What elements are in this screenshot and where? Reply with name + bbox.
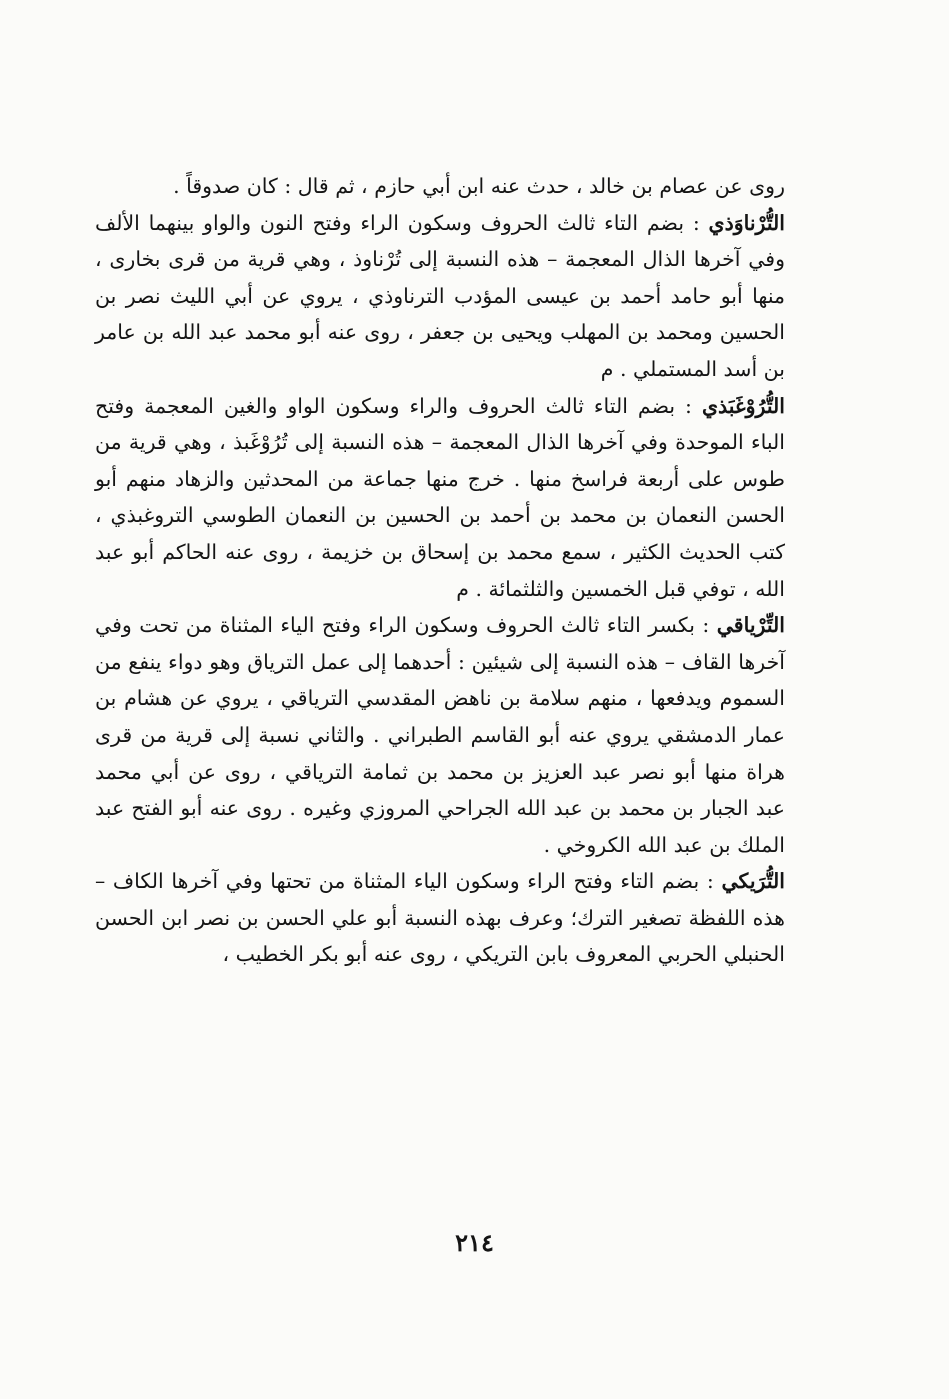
entry-heading: التُّرَيكي (721, 869, 785, 894)
entry-text: : بضم التاء وفتح الراء وسكون الياء المثناة من تحتها وفي آخرها الكاف – هذه اللفظة تصغير الترك؛ وعرف بهذه النسبة أبو علي الحسن بن نصر ابن الحسن الحنبلي الحربي المعروف بابن التريكي ، روى عنه أبو بكر الخطيب ، (95, 869, 785, 967)
entry-turnawadhi (95, 205, 785, 388)
entry-heading: التُّرُوْغَبَذي (701, 393, 785, 418)
entry-turayki (95, 863, 785, 973)
entry-text: : بضم التاء ثالث الحروف وسكون الراء وفتح النون والواو بينهما الألف وفي آخرها الذال المعجمة – هذه النسبة إلى تُرْناوذ ، وهي قرية من قرى بخارى ، منها أبو حامد أحمد بن عيسى المؤدب الترناوذي ، يروي عن أبي الليث نصر بن الحسين ومحمد بن المهلب ويحيى بن جعفر ، روى عنه أبو محمد عبد الله بن عامر بن أسد المستملي . م (95, 210, 785, 381)
entry-turughbadhi (95, 388, 785, 608)
entry-heading: التِّرْياقي (716, 613, 785, 638)
entry-tiryaqi (95, 607, 785, 863)
entry-text: : بكسر التاء ثالث الحروف وسكون الراء وفتح الياء المثناة من تحت وفي آخرها القاف – هذه النسبة إلى شيئين : أحدهما إلى عمل الترياق وهو دواء ينفع من السموم ويدفعها ، منهم سلامة بن ناهض المقدسي الترياقي ، يروي عن هشام بن عمار الدمشقي يروي عنه أبو القاسم الطبراني . والثاني نسبة إلى قرية من قرى هراة منها أبو نصر عبد العزيز بن محمد بن ثمامة الترياقي ، روى عن أبي محمد عبد الجبار بن محمد بن عبد الله الجراحي المروزي وغيره . روى عنه أبو الفتح عبد الملك بن عبد الله الكروخي . (95, 613, 785, 857)
entry-heading: التُّرْناوَذي (708, 210, 785, 235)
page-number: ٢١٤ (455, 1228, 494, 1257)
entry-text: : بضم التاء ثالث الحروف والراء وسكون الواو والغين المعجمة وفتح الباء الموحدة وفي آخرها الذال المعجمة – هذه النسبة إلى تُرُوْغَبذ ، وهي قرية من طوس على أربعة فراسخ منها . خرج منها جماعة من المحدثين والزهاد منهم أبو الحسن النعمان بن محمد بن أحمد بن الحسين بن النعمان الطوسي التروغبذي ، كتب الحديث الكثير ، سمع محمد بن إسحاق بن خزيمة ، روى عنه الحاكم أبو عبد الله ، توفي قبل الخمسين والثلثمائة . م (95, 393, 785, 601)
intro-paragraph: روى عن عصام بن خالد ، حدث عنه ابن أبي حازم ، ثم قال : كان صدوقاً . (173, 174, 785, 198)
page-body (95, 168, 785, 973)
